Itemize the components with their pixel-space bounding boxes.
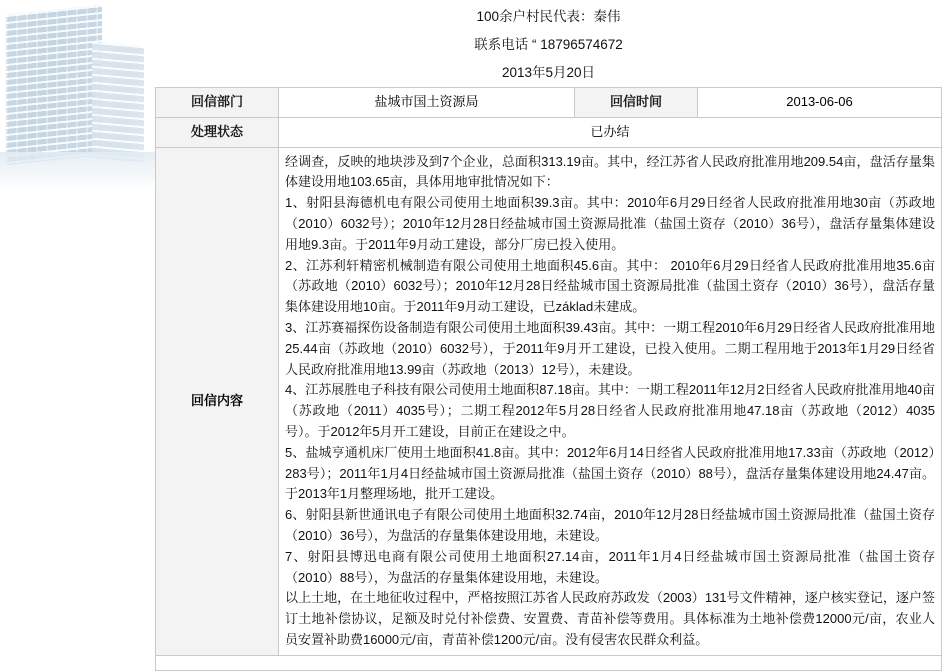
content-paragraph: 2、江苏利轩精密机械制造有限公司使用土地面积45.6亩。其中： 2010年6月29日经省人民政府批准用地35.6亩（苏政地（2010）6032号）；2010年12月28日经盐城市国土资源局批准（盐国土资存（2010）36号），盘活存量集体建设用地10亩。于2011年9月动工建设，已základ未建成。 [285,257,935,315]
content-paragraph: 7、射阳县博迅电商有限公司使用土地面积27.14亩，2011年1月4日经盐城市国土资源局批准（盐国土资存（2010）88号），为盘活的存量集体建设用地，未建设。 [285,548,935,585]
content-paragraph: 4、江苏展胜电子科技有限公司使用土地面积87.18亩。其中：一期工程2011年12月2日经省人民政府批准用地40亩（苏政地（2011）4035号）；二期工程2012年5月28日经省人民政府批准用地47.18亩（苏政地（2012）4035号）。于2012年5月开工建设，目前正在建设之中。 [285,382,935,439]
building-tower-left [6,5,102,165]
table-bottom-strip [155,656,942,671]
content-paragraph: 以上土地，在土地征收过程中，严格按照江苏省人民政府苏政发（2003）131号文件精神，逐户核实登记，逐户签订土地补偿协议，足额及时兑付补偿费、安置费、青苗补偿等费用。具体标准为土地补偿费12000元/亩，农业人员安置补助费16000元/亩，青苗补偿1200元/亩。没有侵害农民群众利益。 [285,590,935,647]
content-paragraph: 5、盐城亨通机床厂使用土地面积41.8亩。其中：2012年6月14日经省人民政府批准用地17.33亩（苏政地（2012）283号）；2011年1月4日经盐城市国土资源局批准（盐国土资存（2010）88号），盘活存量集体建设用地24.47亩。于2013年1月整理场地，批开工建设。 [285,444,935,502]
label-reply-time: 回信时间 [575,88,698,118]
signature-block [155,0,942,87]
table-row-content [156,147,942,655]
value-process-status: 已办结 [279,117,942,147]
signature-phone: 联系电话 “ 18796574672 [474,37,623,52]
content-paragraph: 1、射阳县海德机电有限公司使用土地面积39.3亩。其中：2010年6月29日经省人民政府批准用地30亩（苏政地（2010）6032号）；2010年12月28日经盐城市国土资源局批准（盐国土资存（2010）36号），盘活存量集体建设用地9.3亩。于2011年9月动工建设，部分厂房已投入使用。 [285,195,935,252]
signature-representatives: 100余户村民代表：秦伟 [476,9,621,24]
building-tower-right [92,42,144,163]
label-process-status: 处理状态 [156,117,279,147]
reply-content-body [279,147,942,655]
signature-date: 2013年5月20日 [501,65,596,80]
value-reply-time: 2013-06-06 [698,88,942,118]
value-reply-department: 盐城市国土资源局 [279,88,575,118]
table-row-department [156,88,942,118]
label-reply-department: 回信部门 [156,88,279,118]
reply-info-table [155,87,942,656]
content-paragraph: 经调查，反映的地块涉及到7个企业，总面积313.19亩。其中，经江苏省人民政府批准用地209.54亩，盘活存量集体建设用地103.65亩，具体用地审批情况如下： [285,153,935,190]
building-ground-fade [0,152,160,192]
table-row-status [156,117,942,147]
letter-document [155,0,942,671]
decorative-building-background [0,0,160,479]
content-paragraph: 6、射阳县新世通讯电子有限公司使用土地面积32.74亩，2010年12月28日经盐城市国土资源局批准（盐国土资存（2010）36号），为盘活的存量集体建设用地，未建设。 [285,507,935,543]
content-paragraph: 3、江苏赛福探伤设备制造有限公司使用土地面积39.43亩。其中：一期工程2010年6月29日经省人民政府批准用地25.44亩（苏政地（2010）6032号），于2011年9月开工建设，已投入使用。二期工程用地于2013年1月29日经省人民政府批准用地13.99亩（苏政地（2013）12号），未建设。 [285,319,935,377]
label-reply-content: 回信内容 [156,147,279,655]
